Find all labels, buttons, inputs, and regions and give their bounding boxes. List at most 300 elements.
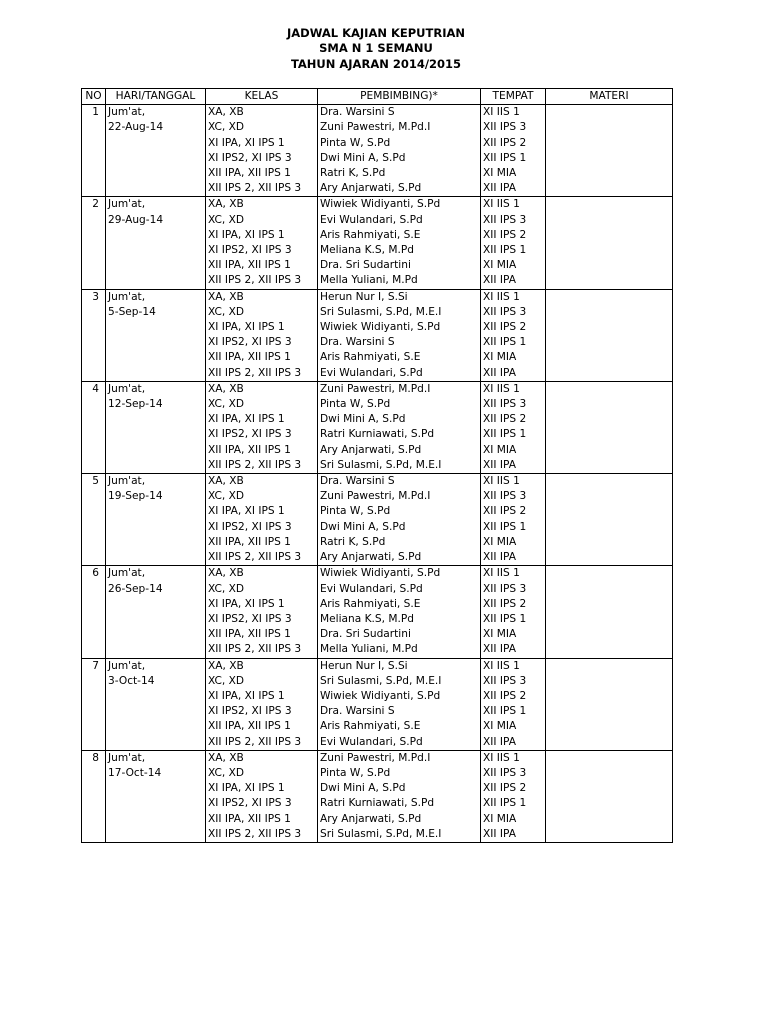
cell-materi — [546, 474, 673, 490]
cell-materi — [546, 674, 673, 689]
cell-kelas: XI IPS2, XI IPS 3 — [206, 704, 318, 719]
cell-pembimbing: Mella Yuliani, M.Pd — [318, 273, 481, 289]
cell-no — [82, 228, 106, 243]
cell-kelas: XC, XD — [206, 766, 318, 781]
table-row — [82, 120, 673, 135]
cell-materi — [546, 520, 673, 535]
cell-materi — [546, 366, 673, 382]
cell-kelas: XA, XB — [206, 750, 318, 766]
cell-kelas: XA, XB — [206, 289, 318, 305]
cell-materi — [546, 535, 673, 550]
cell-materi — [546, 335, 673, 350]
table-row — [82, 273, 673, 289]
cell-tempat: XII IPA — [481, 827, 546, 843]
cell-tempat: XI MIA — [481, 535, 546, 550]
cell-day — [106, 735, 206, 751]
cell-no: 2 — [82, 197, 106, 213]
cell-tempat: XI MIA — [481, 166, 546, 181]
cell-pembimbing: Evi Wulandari, S.Pd — [318, 213, 481, 228]
cell-materi — [546, 766, 673, 781]
cell-materi — [546, 258, 673, 273]
cell-day — [106, 412, 206, 427]
cell-materi — [546, 443, 673, 458]
cell-day — [106, 335, 206, 350]
table-row — [82, 520, 673, 535]
cell-no — [82, 350, 106, 365]
cell-no: 7 — [82, 658, 106, 674]
cell-kelas: XI IPA, XI IPS 1 — [206, 320, 318, 335]
cell-day: Jum'at, — [106, 750, 206, 766]
cell-kelas: XI IPA, XI IPS 1 — [206, 689, 318, 704]
cell-tempat: XII IPS 1 — [481, 704, 546, 719]
cell-no — [82, 812, 106, 827]
header-kelas: KELAS — [206, 89, 318, 105]
cell-kelas: XII IPS 2, XII IPS 3 — [206, 735, 318, 751]
cell-date: 22-Aug-14 — [106, 120, 206, 135]
cell-materi — [546, 197, 673, 213]
cell-pembimbing: Ary Anjarwati, S.Pd — [318, 181, 481, 197]
cell-materi — [546, 612, 673, 627]
cell-kelas: XI IPA, XI IPS 1 — [206, 412, 318, 427]
cell-materi — [546, 136, 673, 151]
cell-kelas: XII IPA, XII IPS 1 — [206, 350, 318, 365]
cell-kelas: XI IPA, XI IPS 1 — [206, 504, 318, 519]
cell-materi — [546, 489, 673, 504]
cell-date: 29-Aug-14 — [106, 213, 206, 228]
cell-day — [106, 597, 206, 612]
cell-tempat: XI MIA — [481, 443, 546, 458]
table-row — [82, 197, 673, 213]
cell-materi — [546, 735, 673, 751]
cell-pembimbing: Aris Rahmiyati, S.E — [318, 350, 481, 365]
cell-tempat: XII IPS 3 — [481, 489, 546, 504]
cell-no — [82, 520, 106, 535]
cell-materi — [546, 166, 673, 181]
cell-tempat: XII IPA — [481, 550, 546, 566]
table-row — [82, 213, 673, 228]
cell-tempat: XI MIA — [481, 719, 546, 734]
cell-pembimbing: Herun Nur I, S.Si — [318, 289, 481, 305]
table-row — [82, 612, 673, 627]
table-row — [82, 781, 673, 796]
table-row — [82, 597, 673, 612]
cell-kelas: XA, XB — [206, 566, 318, 582]
table-row — [82, 796, 673, 811]
cell-pembimbing: Ratri K, S.Pd — [318, 535, 481, 550]
cell-pembimbing: Dra. Sri Sudartini — [318, 258, 481, 273]
cell-kelas: XC, XD — [206, 582, 318, 597]
cell-pembimbing: Mella Yuliani, M.Pd — [318, 642, 481, 658]
cell-materi — [546, 381, 673, 397]
cell-pembimbing: Pinta W, S.Pd — [318, 504, 481, 519]
cell-kelas: XII IPA, XII IPS 1 — [206, 627, 318, 642]
cell-pembimbing: Zuni Pawestri, M.Pd.I — [318, 120, 481, 135]
cell-tempat: XI IIS 1 — [481, 474, 546, 490]
cell-no — [82, 796, 106, 811]
cell-pembimbing: Dwi Mini A, S.Pd — [318, 412, 481, 427]
cell-kelas: XI IPS2, XI IPS 3 — [206, 612, 318, 627]
cell-day — [106, 612, 206, 627]
cell-tempat: XII IPA — [481, 273, 546, 289]
cell-no — [82, 582, 106, 597]
cell-day — [106, 320, 206, 335]
table-row — [82, 750, 673, 766]
cell-tempat: XII IPS 1 — [481, 612, 546, 627]
cell-no — [82, 674, 106, 689]
cell-tempat: XII IPS 2 — [481, 504, 546, 519]
cell-day — [106, 812, 206, 827]
cell-no — [82, 320, 106, 335]
cell-tempat: XI MIA — [481, 812, 546, 827]
table-row — [82, 658, 673, 674]
cell-kelas: XII IPS 2, XII IPS 3 — [206, 181, 318, 197]
cell-tempat: XII IPS 3 — [481, 674, 546, 689]
cell-no — [82, 735, 106, 751]
table-row — [82, 320, 673, 335]
cell-tempat: XII IPS 3 — [481, 213, 546, 228]
cell-materi — [546, 627, 673, 642]
cell-no — [82, 166, 106, 181]
header-row — [82, 89, 673, 105]
table-row — [82, 136, 673, 151]
cell-no: 6 — [82, 566, 106, 582]
cell-kelas: XII IPA, XII IPS 1 — [206, 535, 318, 550]
cell-pembimbing: Evi Wulandari, S.Pd — [318, 735, 481, 751]
cell-date: 17-Oct-14 — [106, 766, 206, 781]
cell-no — [82, 120, 106, 135]
cell-day: Jum'at, — [106, 566, 206, 582]
cell-kelas: XII IPS 2, XII IPS 3 — [206, 366, 318, 382]
cell-tempat: XII IPS 1 — [481, 796, 546, 811]
table-row — [82, 228, 673, 243]
cell-day — [106, 550, 206, 566]
cell-tempat: XII IPS 3 — [481, 305, 546, 320]
table-row — [82, 704, 673, 719]
cell-kelas: XI IPA, XI IPS 1 — [206, 781, 318, 796]
document-title — [0, 26, 752, 72]
cell-kelas: XII IPA, XII IPS 1 — [206, 719, 318, 734]
table-row — [82, 582, 673, 597]
cell-materi — [546, 181, 673, 197]
table-row — [82, 812, 673, 827]
cell-kelas: XII IPA, XII IPS 1 — [206, 812, 318, 827]
cell-kelas: XA, XB — [206, 105, 318, 121]
cell-materi — [546, 243, 673, 258]
header-materi: MATERI — [546, 89, 673, 105]
table-row — [82, 689, 673, 704]
cell-pembimbing: Meliana K.S, M.Pd — [318, 243, 481, 258]
cell-day — [106, 136, 206, 151]
table-row — [82, 827, 673, 843]
cell-no — [82, 781, 106, 796]
cell-pembimbing: Ary Anjarwati, S.Pd — [318, 812, 481, 827]
cell-materi — [546, 812, 673, 827]
header-tempat: TEMPAT — [481, 89, 546, 105]
cell-pembimbing: Aris Rahmiyati, S.E — [318, 597, 481, 612]
cell-no: 5 — [82, 474, 106, 490]
cell-no — [82, 766, 106, 781]
cell-date: 26-Sep-14 — [106, 582, 206, 597]
cell-kelas: XC, XD — [206, 397, 318, 412]
table-row — [82, 504, 673, 519]
cell-day — [106, 228, 206, 243]
cell-kelas: XI IPS2, XI IPS 3 — [206, 151, 318, 166]
cell-no — [82, 243, 106, 258]
cell-no — [82, 305, 106, 320]
cell-kelas: XC, XD — [206, 213, 318, 228]
cell-day: Jum'at, — [106, 381, 206, 397]
cell-pembimbing: Dra. Sri Sudartini — [318, 627, 481, 642]
table-row — [82, 642, 673, 658]
cell-materi — [546, 120, 673, 135]
table-row — [82, 489, 673, 504]
table-row — [82, 627, 673, 642]
cell-pembimbing: Sri Sulasmi, S.Pd, M.E.I — [318, 827, 481, 843]
cell-tempat: XII IPS 3 — [481, 766, 546, 781]
cell-materi — [546, 796, 673, 811]
cell-materi — [546, 213, 673, 228]
table-row — [82, 474, 673, 490]
table-row — [82, 243, 673, 258]
cell-tempat: XI MIA — [481, 350, 546, 365]
cell-tempat: XII IPS 1 — [481, 243, 546, 258]
cell-pembimbing: Ratri K, S.Pd — [318, 166, 481, 181]
cell-pembimbing: Zuni Pawestri, M.Pd.I — [318, 750, 481, 766]
cell-day — [106, 350, 206, 365]
cell-day: Jum'at, — [106, 658, 206, 674]
cell-no — [82, 335, 106, 350]
cell-pembimbing: Wiwiek Widiyanti, S.Pd — [318, 566, 481, 582]
cell-pembimbing: Dwi Mini A, S.Pd — [318, 781, 481, 796]
cell-kelas: XC, XD — [206, 674, 318, 689]
cell-no — [82, 366, 106, 382]
cell-tempat: XI MIA — [481, 258, 546, 273]
cell-materi — [546, 719, 673, 734]
cell-pembimbing: Zuni Pawestri, M.Pd.I — [318, 381, 481, 397]
table-row — [82, 397, 673, 412]
cell-materi — [546, 781, 673, 796]
table-row — [82, 305, 673, 320]
cell-kelas: XII IPA, XII IPS 1 — [206, 258, 318, 273]
cell-no — [82, 612, 106, 627]
cell-no — [82, 427, 106, 442]
cell-kelas: XII IPS 2, XII IPS 3 — [206, 642, 318, 658]
cell-kelas: XII IPS 2, XII IPS 3 — [206, 273, 318, 289]
cell-pembimbing: Dra. Warsini S — [318, 474, 481, 490]
header-no: NO — [82, 89, 106, 105]
cell-pembimbing: Wiwiek Widiyanti, S.Pd — [318, 320, 481, 335]
cell-pembimbing: Sri Sulasmi, S.Pd, M.E.I — [318, 305, 481, 320]
cell-tempat: XII IPS 2 — [481, 597, 546, 612]
cell-pembimbing: Pinta W, S.Pd — [318, 766, 481, 781]
cell-materi — [546, 550, 673, 566]
cell-kelas: XC, XD — [206, 489, 318, 504]
cell-materi — [546, 689, 673, 704]
cell-materi — [546, 566, 673, 582]
table-row — [82, 766, 673, 781]
cell-tempat: XII IPS 2 — [481, 781, 546, 796]
cell-materi — [546, 397, 673, 412]
cell-tempat: XI IIS 1 — [481, 197, 546, 213]
cell-day — [106, 166, 206, 181]
cell-kelas: XI IPS2, XI IPS 3 — [206, 335, 318, 350]
cell-pembimbing: Sri Sulasmi, S.Pd, M.E.I — [318, 674, 481, 689]
table-row — [82, 719, 673, 734]
cell-date: 5-Sep-14 — [106, 305, 206, 320]
cell-day — [106, 827, 206, 843]
cell-no — [82, 412, 106, 427]
cell-kelas: XI IPS2, XI IPS 3 — [206, 243, 318, 258]
cell-tempat: XII IPS 1 — [481, 335, 546, 350]
cell-materi — [546, 827, 673, 843]
table-row — [82, 735, 673, 751]
cell-kelas: XA, XB — [206, 381, 318, 397]
cell-pembimbing: Aris Rahmiyati, S.E — [318, 719, 481, 734]
table-row — [82, 335, 673, 350]
title-line-3: TAHUN AJARAN 2014/2015 — [290, 56, 462, 71]
cell-day — [106, 181, 206, 197]
cell-tempat: XII IPS 3 — [481, 397, 546, 412]
cell-kelas: XII IPS 2, XII IPS 3 — [206, 458, 318, 474]
cell-day — [106, 689, 206, 704]
cell-tempat: XII IPA — [481, 642, 546, 658]
title-line-1: JADWAL KAJIAN KEPUTRIAN — [286, 26, 466, 40]
table-row — [82, 166, 673, 181]
cell-pembimbing: Dwi Mini A, S.Pd — [318, 151, 481, 166]
cell-materi — [546, 597, 673, 612]
cell-tempat: XI IIS 1 — [481, 566, 546, 582]
cell-pembimbing: Zuni Pawestri, M.Pd.I — [318, 489, 481, 504]
cell-kelas: XC, XD — [206, 305, 318, 320]
cell-tempat: XII IPS 1 — [481, 520, 546, 535]
cell-no — [82, 489, 106, 504]
table-row — [82, 289, 673, 305]
cell-materi — [546, 427, 673, 442]
cell-no — [82, 642, 106, 658]
cell-no — [82, 151, 106, 166]
table-row — [82, 674, 673, 689]
cell-no — [82, 550, 106, 566]
table-row — [82, 105, 673, 121]
cell-day — [106, 627, 206, 642]
cell-kelas: XI IPA, XI IPS 1 — [206, 136, 318, 151]
cell-day: Jum'at, — [106, 474, 206, 490]
schedule-table — [81, 88, 673, 843]
cell-tempat: XI MIA — [481, 627, 546, 642]
table-row — [82, 550, 673, 566]
cell-no — [82, 627, 106, 642]
table-row — [82, 350, 673, 365]
cell-no — [82, 719, 106, 734]
cell-no — [82, 597, 106, 612]
cell-no: 3 — [82, 289, 106, 305]
cell-tempat: XII IPS 2 — [481, 136, 546, 151]
cell-no — [82, 443, 106, 458]
cell-pembimbing: Wiwiek Widiyanti, S.Pd — [318, 197, 481, 213]
cell-day: Jum'at, — [106, 105, 206, 121]
cell-kelas: XA, XB — [206, 197, 318, 213]
cell-day — [106, 642, 206, 658]
cell-tempat: XII IPS 3 — [481, 120, 546, 135]
cell-materi — [546, 704, 673, 719]
cell-tempat: XII IPA — [481, 458, 546, 474]
cell-materi — [546, 412, 673, 427]
cell-pembimbing: Evi Wulandari, S.Pd — [318, 582, 481, 597]
table-row — [82, 381, 673, 397]
header-pembimbing: PEMBIMBING)* — [318, 89, 481, 105]
cell-day — [106, 458, 206, 474]
cell-day — [106, 719, 206, 734]
cell-tempat: XII IPS 2 — [481, 228, 546, 243]
cell-day — [106, 781, 206, 796]
cell-day — [106, 443, 206, 458]
cell-kelas: XI IPS2, XI IPS 3 — [206, 796, 318, 811]
cell-pembimbing: Aris Rahmiyati, S.E — [318, 228, 481, 243]
cell-day — [106, 366, 206, 382]
cell-tempat: XII IPS 3 — [481, 582, 546, 597]
cell-materi — [546, 582, 673, 597]
cell-pembimbing: Dra. Warsini S — [318, 105, 481, 121]
cell-materi — [546, 151, 673, 166]
cell-no — [82, 458, 106, 474]
cell-kelas: XII IPS 2, XII IPS 3 — [206, 550, 318, 566]
cell-materi — [546, 458, 673, 474]
cell-no — [82, 273, 106, 289]
cell-pembimbing: Meliana K.S, M.Pd — [318, 612, 481, 627]
cell-no: 4 — [82, 381, 106, 397]
table-row — [82, 412, 673, 427]
cell-kelas: XI IPA, XI IPS 1 — [206, 228, 318, 243]
cell-pembimbing: Herun Nur I, S.Si — [318, 658, 481, 674]
cell-materi — [546, 504, 673, 519]
cell-pembimbing: Wiwiek Widiyanti, S.Pd — [318, 689, 481, 704]
cell-materi — [546, 305, 673, 320]
cell-tempat: XI IIS 1 — [481, 289, 546, 305]
cell-tempat: XII IPS 2 — [481, 412, 546, 427]
table-row — [82, 458, 673, 474]
cell-pembimbing: Dwi Mini A, S.Pd — [318, 520, 481, 535]
cell-no — [82, 504, 106, 519]
cell-pembimbing: Ary Anjarwati, S.Pd — [318, 550, 481, 566]
cell-day — [106, 427, 206, 442]
cell-pembimbing: Pinta W, S.Pd — [318, 136, 481, 151]
cell-day — [106, 151, 206, 166]
table-row — [82, 151, 673, 166]
table-row — [82, 181, 673, 197]
cell-no — [82, 397, 106, 412]
cell-tempat: XII IPS 1 — [481, 151, 546, 166]
cell-kelas: XA, XB — [206, 658, 318, 674]
cell-kelas: XI IPS2, XI IPS 3 — [206, 520, 318, 535]
table-row — [82, 443, 673, 458]
cell-kelas: XC, XD — [206, 120, 318, 135]
cell-tempat: XI IIS 1 — [481, 750, 546, 766]
cell-no — [82, 535, 106, 550]
cell-no: 1 — [82, 105, 106, 121]
cell-day: Jum'at, — [106, 289, 206, 305]
cell-kelas: XI IPS2, XI IPS 3 — [206, 427, 318, 442]
table-row — [82, 535, 673, 550]
cell-tempat: XII IPA — [481, 366, 546, 382]
title-line-2: SMA N 1 SEMANU — [319, 41, 433, 56]
cell-tempat: XI IIS 1 — [481, 105, 546, 121]
cell-materi — [546, 289, 673, 305]
cell-kelas: XII IPS 2, XII IPS 3 — [206, 827, 318, 843]
header-hari-tanggal: HARI/TANGGAL — [106, 89, 206, 105]
cell-materi — [546, 320, 673, 335]
table-row — [82, 427, 673, 442]
cell-pembimbing: Ratri Kurniawati, S.Pd — [318, 427, 481, 442]
